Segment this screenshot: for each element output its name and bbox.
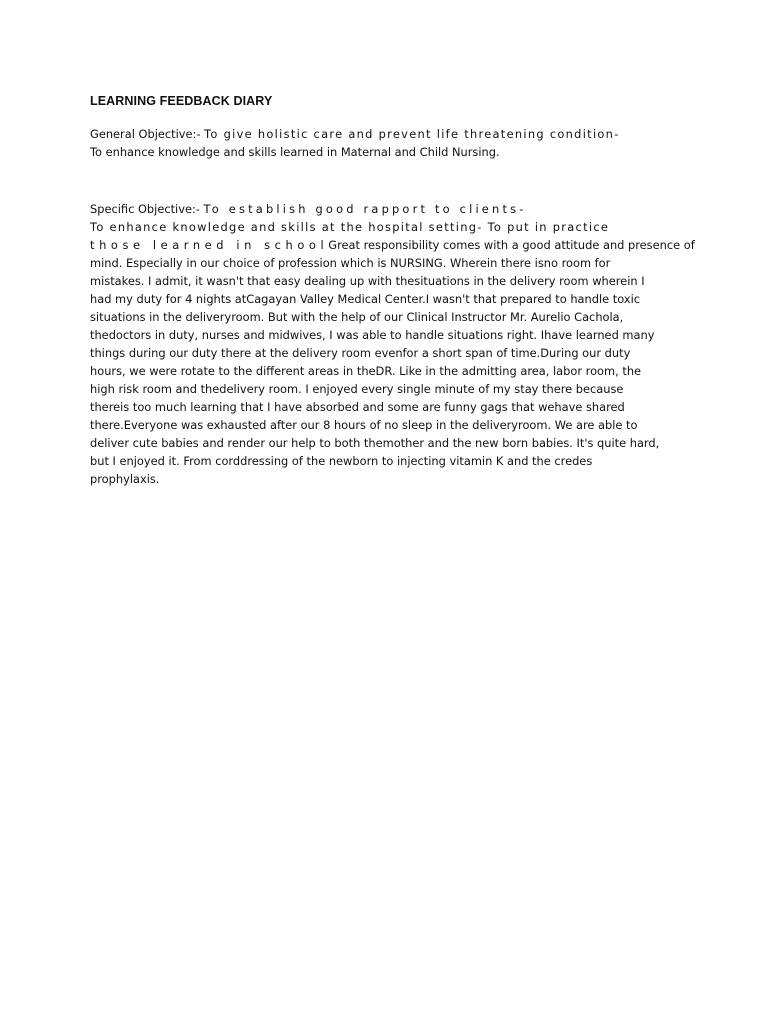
specific-objective-line-2: To enhance knowledge and skills at the hospital setting- To put in practice — [90, 220, 610, 234]
body-line: prophylaxis. — [90, 472, 160, 486]
body-line: high risk room and thedelivery room. I enjoyed every single minute of my stay there because — [90, 382, 624, 396]
body-line: thedoctors in duty, nurses and midwives, I was able to handle situations right. Ihave learned many — [90, 328, 655, 342]
specific-objective-label: Specific Objective:- — [90, 202, 200, 216]
body-line: there.Everyone was exhausted after our 8 hours of no sleep in the deliveryroom. We are able to — [90, 418, 638, 432]
body-line: had my duty for 4 nights atCagayan Valley Medical Center.I wasn't that prepared to handle toxic — [90, 292, 641, 306]
general-objective-line-1 — [90, 125, 690, 143]
specific-objective-text: To establish good rapport to clients- — [203, 202, 527, 216]
specific-objective-line-3 — [90, 236, 695, 254]
body-line: situations in the deliveryroom. But with the help of our Clinical Instructor Mr. Aurelio Cachola, — [90, 310, 624, 324]
body-line: deliver cute babies and render our help to both themother and the new born babies. It's quite hard, — [90, 436, 660, 450]
specific-objective — [90, 200, 695, 488]
general-objective — [90, 125, 690, 161]
body-line: things during our duty there at the delivery room evenfor a short span of time.During our duty — [90, 346, 631, 360]
specific-objective-line-3-spaced: those learned in school — [90, 238, 329, 252]
body-line: mistakes. I admit, it wasn't that easy dealing up with thesituations in the delivery room wherein I — [90, 274, 645, 288]
document-content — [90, 93, 695, 488]
specific-objective-line-3-rest: Great responsibility comes with a good attitude and presence of — [328, 238, 695, 252]
body-line: thereis too much learning that I have absorbed and some are funny gags that wehave shared — [90, 400, 625, 414]
body-line: hours, we were rotate to the different areas in theDR. Like in the admitting area, labor room, the — [90, 364, 642, 378]
document-title: LEARNING FEEDBACK DIARY — [90, 94, 273, 108]
specific-objective-line-1 — [90, 200, 690, 218]
general-objective-line-2: To enhance knowledge and skills learned in Maternal and Child Nursing. — [90, 145, 500, 159]
general-objective-label: General Objective:- — [90, 127, 201, 141]
body-line: but I enjoyed it. From corddressing of the newborn to injecting vitamin K and the credes — [90, 454, 593, 468]
general-objective-text: To give holistic care and prevent life threatening condition- — [204, 127, 620, 141]
body-line: mind. Especially in our choice of profession which is NURSING. Wherein there isno room for — [90, 256, 611, 270]
